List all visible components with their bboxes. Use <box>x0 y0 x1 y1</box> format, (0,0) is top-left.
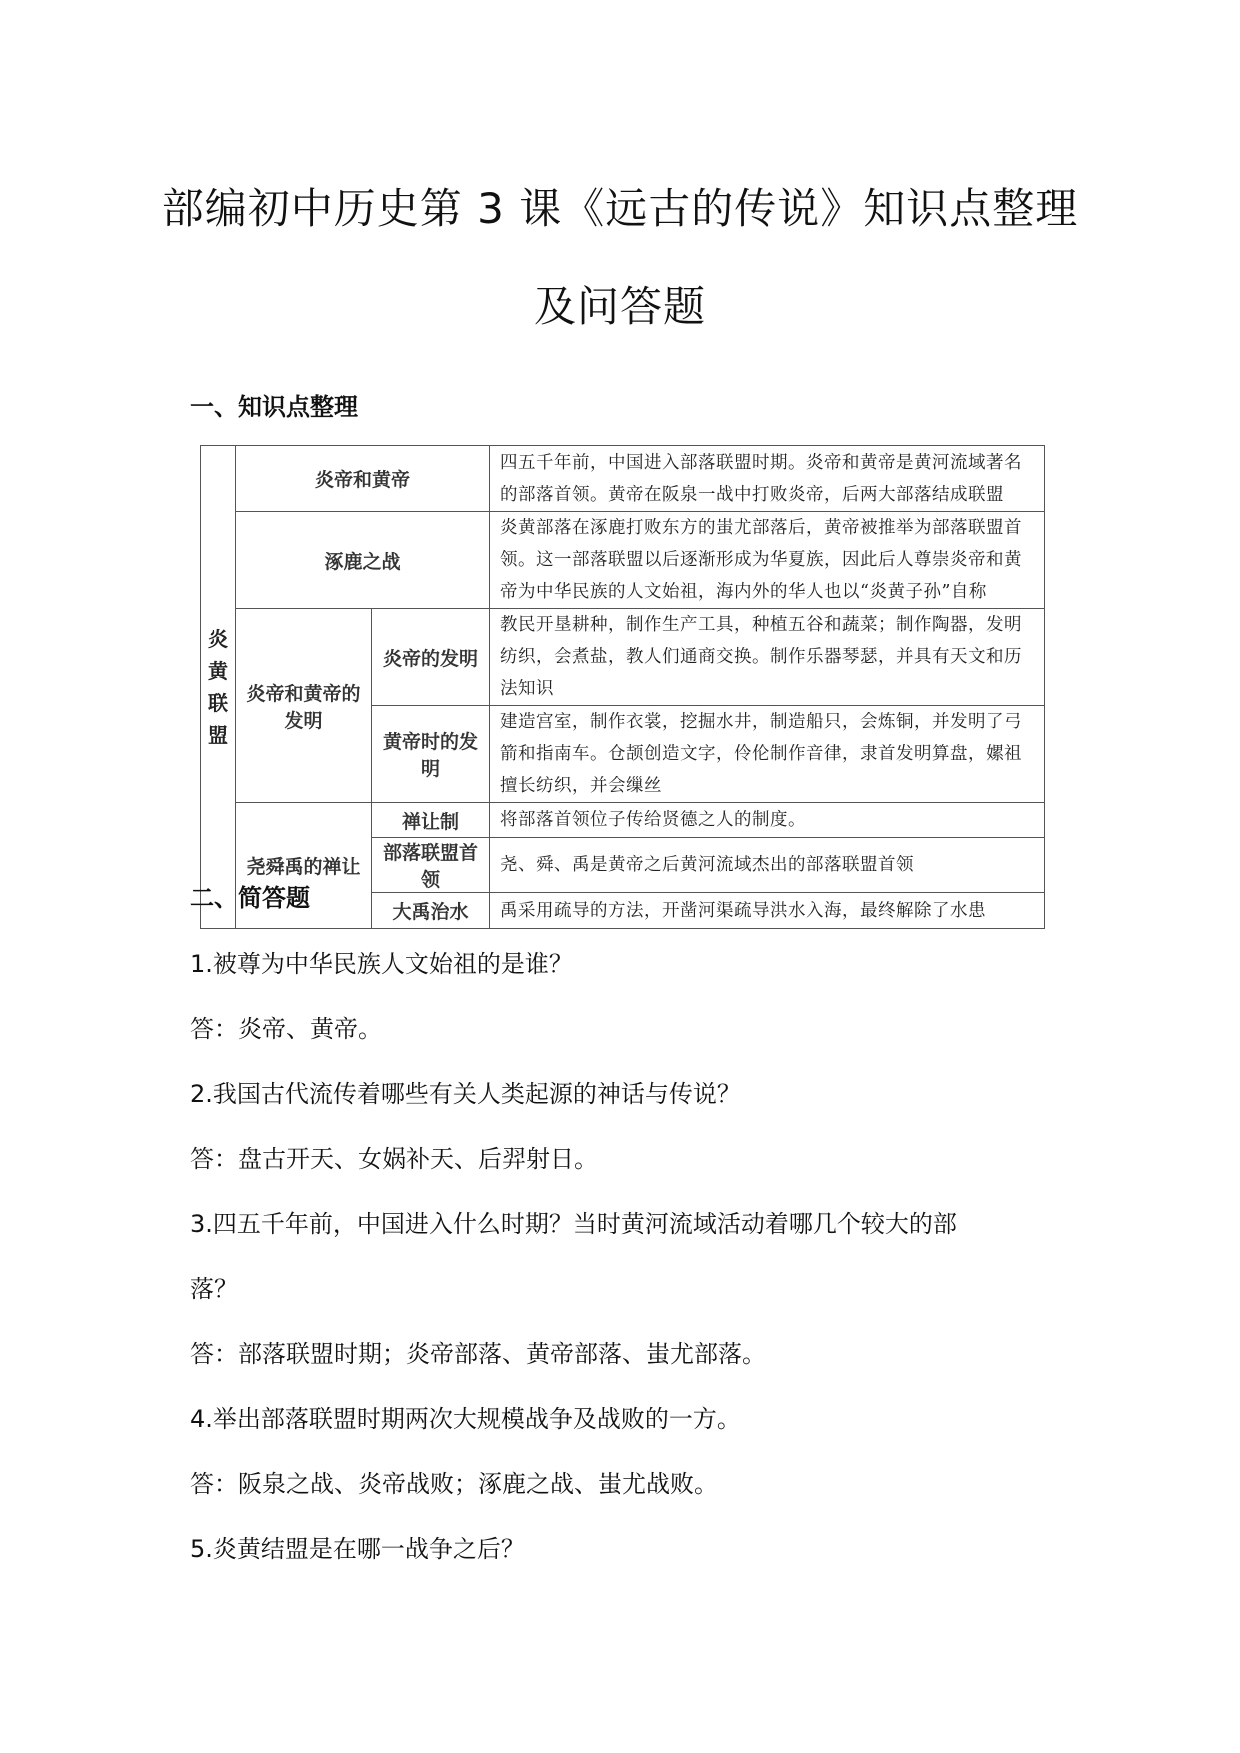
table-cell-content: 教民开垦耕种，制作生产工具，种植五谷和蔬菜；制作陶器，发明纺织，会煮盐，教人们通商交换。制作乐器琴瑟，并具有天文和历法知识 <box>490 609 1045 706</box>
table-cell-content: 炎黄部落在涿鹿打败东方的蚩尤部落后，黄帝被推举为部落联盟首领。这一部落联盟以后逐渐形成为华夏族，因此后人尊崇炎帝和黄帝为中华民族的人文始祖，海内外的华人也以“炎黄子孙”自称 <box>490 512 1045 609</box>
document-title-line-1: 部编初中历史第 3 课《远古的传说》知识点整理 <box>161 184 1079 233</box>
section-heading-knowledge: 一、知识点整理 <box>190 393 358 421</box>
table-row <box>201 609 1045 706</box>
question-1: 1.被尊为中华民族人文始祖的是谁？ <box>190 950 573 978</box>
table-cell-content: 建造宫室，制作衣裳，挖掘水井，制造船只，会炼铜，并发明了弓箭和指南车。仓颉创造文字，伶伦制作音律，隶首发明算盘，嫘祖擅长纺织，并会缫丝 <box>490 706 1045 803</box>
table-cell-content: 将部落首领位子传给贤德之人的制度。 <box>490 803 1045 838</box>
question-5: 5.炎黄结盟是在哪一战争之后？ <box>190 1535 525 1563</box>
table-sub-label: 炎帝的发明 <box>372 609 490 706</box>
table-sub-label: 禅让制 <box>372 803 490 838</box>
table-group-label: 炎黄联盟 <box>208 627 228 747</box>
table-group-label-cell <box>201 446 236 929</box>
question-4: 4.举出部落联盟时期两次大规模战争及战败的一方。 <box>190 1405 741 1433</box>
table-cell-content: 尧、舜、禹是黄帝之后黄河流域杰出的部落联盟首领 <box>490 838 1045 893</box>
table-row-label: 炎帝和黄帝 <box>236 446 490 512</box>
table-row-label: 炎帝和黄帝的发明 <box>236 609 372 803</box>
answer-1: 答：炎帝、黄帝。 <box>190 1015 382 1043</box>
table-row <box>201 512 1045 609</box>
table-sub-label: 大禹治水 <box>372 893 490 929</box>
question-2: 2.我国古代流传着哪些有关人类起源的神话与传说？ <box>190 1080 741 1108</box>
section-heading-qa: 二、简答题 <box>190 884 310 912</box>
table-cell-content: 四五千年前，中国进入部落联盟时期。炎帝和黄帝是黄河流域著名的部落首领。黄帝在阪泉一战中打败炎帝，后两大部落结成联盟 <box>490 446 1045 512</box>
document-title-line-2: 及问答题 <box>533 282 706 331</box>
answer-4: 答：阪泉之战、炎帝战败；涿鹿之战、蚩尤战败。 <box>190 1470 718 1498</box>
table-sub-label: 黄帝时的发明 <box>372 706 490 803</box>
knowledge-table <box>200 445 1045 929</box>
answer-2: 答：盘古开天、女娲补天、后羿射日。 <box>190 1145 598 1173</box>
table-row-label: 涿鹿之战 <box>236 512 490 609</box>
table-row-label: 尧舜禹的禅让 <box>236 803 372 929</box>
table-row <box>201 446 1045 512</box>
table-row <box>201 803 1045 838</box>
question-3-line-1: 3.四五千年前，中国进入什么时期？当时黄河流域活动着哪几个较大的部 <box>190 1210 957 1238</box>
answer-3: 答：部落联盟时期；炎帝部落、黄帝部落、蚩尤部落。 <box>190 1340 766 1368</box>
question-3-line-2: 落？ <box>190 1275 238 1303</box>
table-cell-content: 禹采用疏导的方法，开凿河渠疏导洪水入海，最终解除了水患 <box>490 893 1045 929</box>
table-sub-label: 部落联盟首领 <box>372 838 490 893</box>
